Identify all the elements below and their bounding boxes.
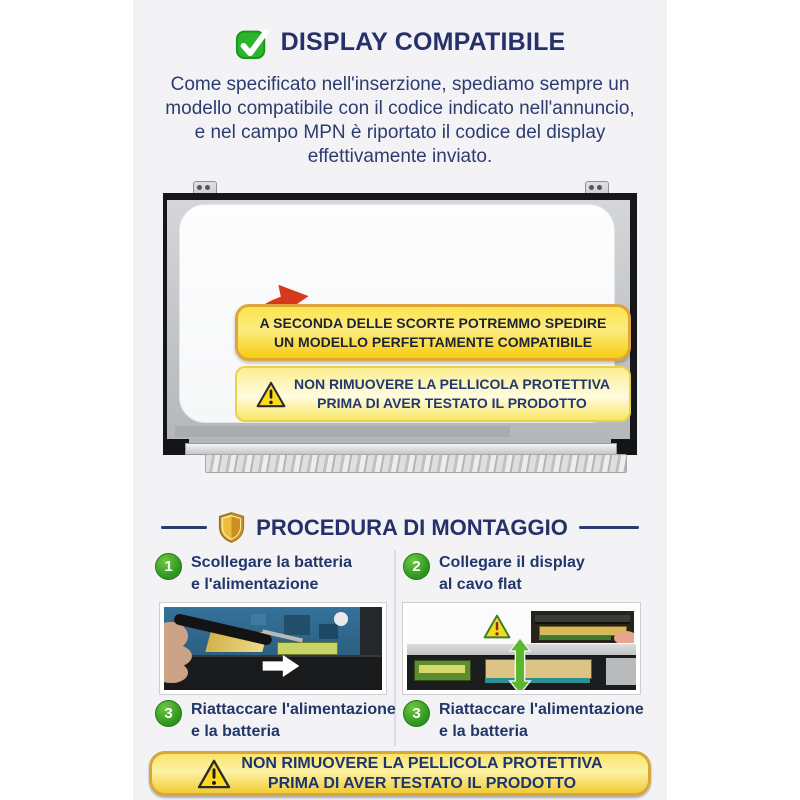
step-line: al cavo flat [439,576,522,593]
step-text [191,699,396,743]
connector-slot [277,642,338,656]
panel-foil-strip [205,454,627,473]
finger [614,631,634,643]
divider-line [579,526,639,529]
step-line: Riattaccare l'alimentazione [439,701,644,718]
intro-line: modello compatibile con il codice indicato nell'annuncio, [165,98,635,119]
connector-photo [402,602,641,695]
footer-warning-banner [149,751,651,796]
step-number-badge: 2 [403,553,430,580]
footer-warning-line: PRIMA DI AVER TESTATO IL PRODOTTO [267,774,577,792]
flat-cable [485,659,592,678]
intro-line: e nel campo MPN è riportato il codice del display [194,122,606,143]
film-warning-text [294,375,610,413]
step-2 [403,552,585,596]
step-text [191,552,352,596]
chip [319,624,339,639]
stock-note-line: A SECONDA DELLE SCORTE POTREMMO SPEDIRE [259,314,607,331]
procedure-title: PROCEDURA DI MONTAGGIO [256,514,568,540]
disassembly-photo [159,602,387,695]
step-3-right [403,699,644,743]
step-number-badge: 3 [403,700,430,727]
warning-icon [483,614,511,639]
connector-closeup-inset [531,611,634,643]
step-line: e la batteria [191,723,280,740]
foil-patch [606,658,636,685]
stock-note [235,304,631,361]
step-number-badge: 1 [155,553,182,580]
stock-note-text [260,314,607,352]
header [133,24,667,60]
chip [251,614,266,626]
lcd-panel-photo [163,193,637,473]
intro-line: Come specificato nell'inserzione, spediamo sempre un [170,74,630,95]
shield-icon [218,511,245,544]
film-warning-line: PRIMA DI AVER TESTATO IL PRODOTTO [317,395,587,411]
step-text [439,552,585,596]
arrow-up-down-icon [508,638,532,690]
footer-warning-text [241,754,602,794]
divider-line [161,526,207,529]
step-3-left [155,699,396,743]
procedure-header [133,511,667,544]
chip [284,615,310,635]
step-line: Collegare il display [439,554,585,571]
film-warning-note [235,366,631,422]
pcb-strip [539,636,611,639]
stock-note-line: UN MODELLO PERFETTAMENTE COMPATIBILE [273,333,593,350]
step-line: e l'alimentazione [191,576,319,593]
page-title: DISPLAY COMPATIBILE [280,27,566,56]
product-infographic [133,0,667,800]
check-icon [235,24,269,60]
step-text [439,699,644,743]
pcb-strip [485,678,590,683]
arrow-right-icon [262,655,300,677]
film-warning-line: NON RIMUOVERE LA PELLICOLA PROTETTIVA [293,376,611,392]
intro-paragraph [141,73,659,169]
sticker-dot [334,612,348,626]
step-1 [155,552,352,596]
step-number-badge: 3 [155,700,182,727]
lcd-connector [414,660,471,681]
step-line: Scollegare la batteria [191,554,352,571]
step-line: e la batteria [439,723,528,740]
warning-icon [197,759,231,789]
warning-icon [256,381,286,408]
panel-bottom-shadow [175,426,510,437]
step-line: Riattaccare l'alimentazione [191,701,396,718]
cable [535,615,630,624]
footer-warning-line: NON RIMUOVERE LA PELLICOLA PROTETTIVA [241,754,603,772]
chassis-edge [360,607,382,655]
intro-line: effettivamente inviato. [307,146,493,167]
